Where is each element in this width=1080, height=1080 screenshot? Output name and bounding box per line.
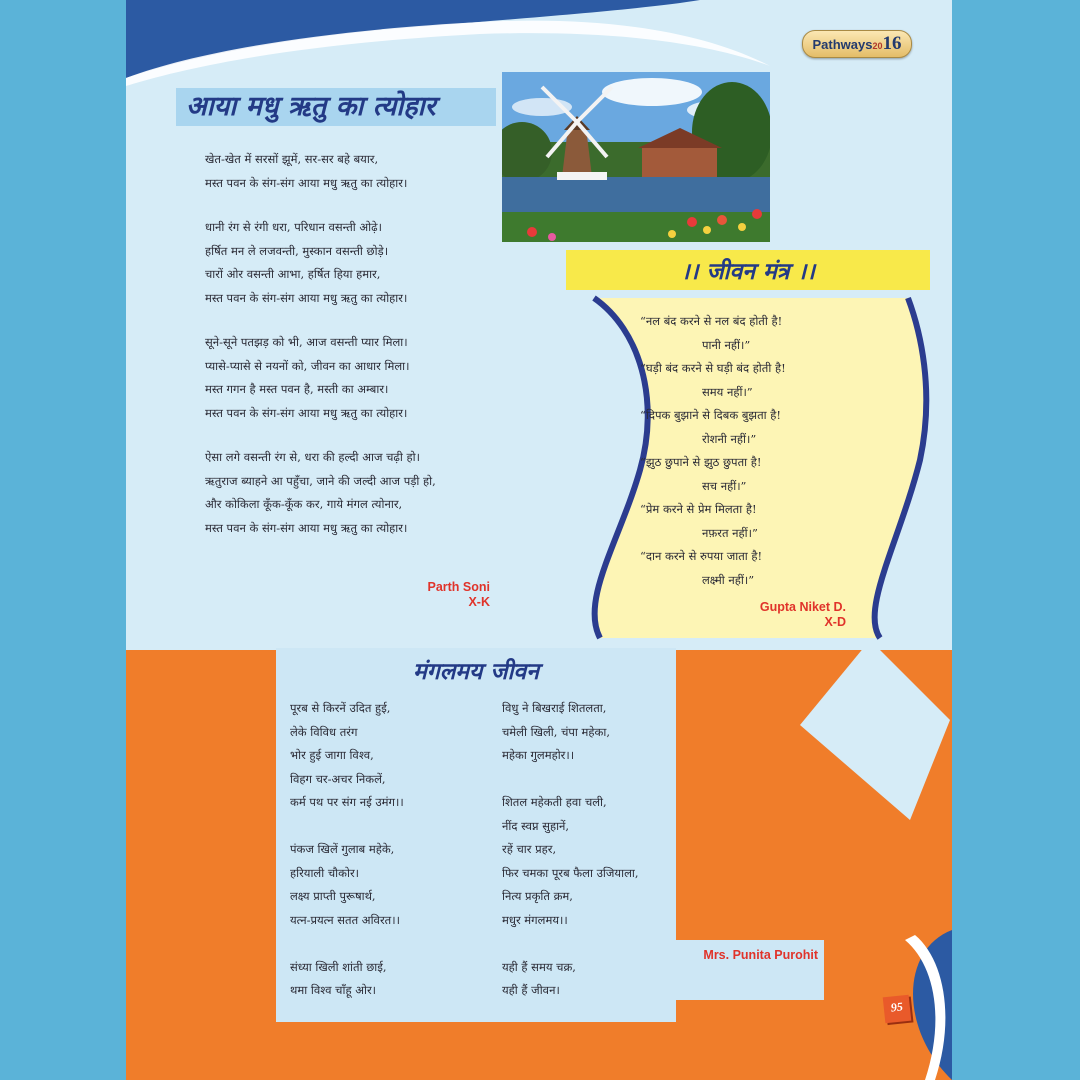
poem2-column-left [290, 697, 480, 1003]
poem-line: मस्त पवन के संग-संग आया मधु ऋतु का त्योहार। [205, 290, 408, 305]
mantra-author-class: X-D [824, 615, 846, 629]
poem-line: मस्त पवन के संग-संग आया मधु ऋतु का त्योहार। [205, 520, 408, 535]
badge-year-large: 16 [882, 33, 902, 54]
poem-line: थमा विश्व चाँहू ओर। [290, 983, 377, 997]
poem-line: विधु ने बिखराई शितलता, [502, 701, 607, 715]
poem2-title: मंगलमय जीवन [413, 659, 539, 685]
poem-line: ऐसा लगे वसन्ती रंग से, धरा की हल्दी आज चढ़ी हो। [205, 450, 420, 464]
poem2-column-right [502, 697, 682, 1003]
poem1-body [205, 148, 505, 540]
windmill-photo [502, 72, 770, 242]
mantra-line-answer: सच नहीं।” [702, 478, 747, 493]
poem1-author-class: X-K [468, 595, 490, 609]
poem-line: विहग चर-अचर निकलें, [290, 771, 386, 786]
stanza-gap [205, 425, 505, 446]
poem1-author-name: Parth Soni [427, 580, 490, 594]
poem-line: मस्त गगन है मस्त पवन है, मस्ती का अम्बार। [205, 382, 389, 396]
mantra-line: “घड़ी बंद करने से घड़ी बंद होती है! [640, 361, 786, 375]
poem-line: और कोकिला कूँक-कूँक कर, गाये मंगल त्योनार, [205, 497, 403, 511]
top-swoosh-decoration [126, 0, 700, 78]
poem-line: नींद स्वप्न सुहानें, [502, 818, 570, 833]
mantra-line: “नल बंद करने से नल बंद होती है! [640, 314, 783, 328]
mantra-body [640, 310, 890, 592]
mantra-line: “दिपक बुझाने से दिबक बुझता है! [640, 408, 782, 422]
poem-line: धानी रंग से रंगी धरा, परिधान वसन्ती ओढ़े। [205, 220, 383, 234]
stanza-gap [290, 815, 480, 839]
poem1-title: आया मधु ऋतु का त्योहार [186, 91, 436, 122]
poem-line: चमेली खिली, चंपा महेका, [502, 724, 610, 739]
diamond-decoration [800, 640, 950, 820]
poem-line: रहें चार प्रहर, [502, 842, 557, 856]
poem-line: पूरब से किरनें उदित हुई, [290, 701, 391, 715]
stanza-gap [205, 195, 505, 216]
poem-line: कर्म पथ पर संग नई उमंग।। [290, 795, 404, 809]
badge-label: Pathways [812, 37, 873, 52]
mantra-author [700, 600, 846, 630]
mantra-author-name: Gupta Niket D. [759, 600, 846, 614]
stanza-gap [290, 932, 480, 956]
poem-line: चारों ओर वसन्ती आभा, हर्षित हिया हमार, [205, 267, 381, 281]
mantra-line: “प्रेम करने से प्रेम मिलता है! [640, 502, 757, 516]
poem-line: यही हैं जीवन। [502, 983, 560, 997]
poem2-author: Mrs. Punita Purohit [703, 948, 818, 962]
poem-line: हर्षित मन ले लजवन्ती, मुस्कान वसन्ती छोड़े। [205, 243, 389, 258]
poem-line: महेका गुलमहोर।। [502, 748, 575, 762]
poem1-author [380, 580, 490, 610]
poem-line: मस्त पवन के संग-संग आया मधु ऋतु का त्योहार। [205, 175, 408, 190]
stanza-gap [502, 768, 682, 792]
poem-line: मधुर मंगलमय।। [502, 912, 568, 927]
poem-line: यही हैं समय चक्र, [502, 959, 576, 974]
mantra-line-answer: रोशनी नहीं।” [702, 431, 757, 446]
mantra-line-answer: पानी नहीं।” [702, 337, 751, 352]
stanza-gap [205, 310, 505, 331]
poem-line: सूने-सूने पतझड़ को भी, आज वसन्ती प्यार मिला। [205, 335, 408, 349]
poem-line: मस्त पवन के संग-संग आया मधु ऋतु का त्योहार। [205, 405, 408, 420]
pathways-badge [802, 30, 912, 58]
poem-line: शितल महेकती हवा चली, [502, 795, 607, 809]
badge-year-small: 20 [872, 41, 883, 51]
poem-line: खेत-खेत में सरसों झूमें, सर-सर बहे बयार, [205, 152, 379, 166]
mantra-line-answer: नफ़रत नहीं।” [702, 525, 758, 540]
mantra-line: “दान करने से रुपया जाता है! [640, 549, 763, 563]
poem-line: लेके विविध तरंग [290, 724, 358, 739]
mantra-line: “झुठ छुपाने से झुठ छुपता है! [640, 455, 762, 469]
poem-line: पंकज खिलें गुलाब महेके, [290, 842, 395, 856]
poem-line: नित्य प्रकृति क्रम, [502, 889, 573, 903]
poem-line: ऋतुराज ब्याहने आ पहुँचा, जाने की जल्दी आज पड़ी हो, [205, 473, 436, 488]
mantra-title: ।। जीवन मंत्र ।। [681, 259, 815, 285]
poem-line: संध्या खिली शांती छाई, [290, 959, 387, 974]
stanza-gap [502, 932, 682, 956]
poem-line: फिर चमका पूरब फैला उजियाला, [502, 865, 639, 880]
page-number: 95 [883, 995, 912, 1024]
mantra-line-answer: समय नहीं।” [702, 384, 753, 399]
poem-line: हरियाली चौकोर। [290, 865, 360, 880]
poem-line: लक्ष्य प्राप्ती पुरूषार्थ, [290, 889, 376, 903]
poem-line: भोर हुई जागा विश्व, [290, 748, 374, 762]
mantra-line-answer: लक्ष्मी नहीं।” [702, 572, 755, 587]
poem-line: यत्न-प्रयत्न सतत अविरत।। [290, 912, 400, 927]
poem-line: प्यासे-प्यासे से नयनों को, जीवन का आधार मिला। [205, 358, 410, 373]
